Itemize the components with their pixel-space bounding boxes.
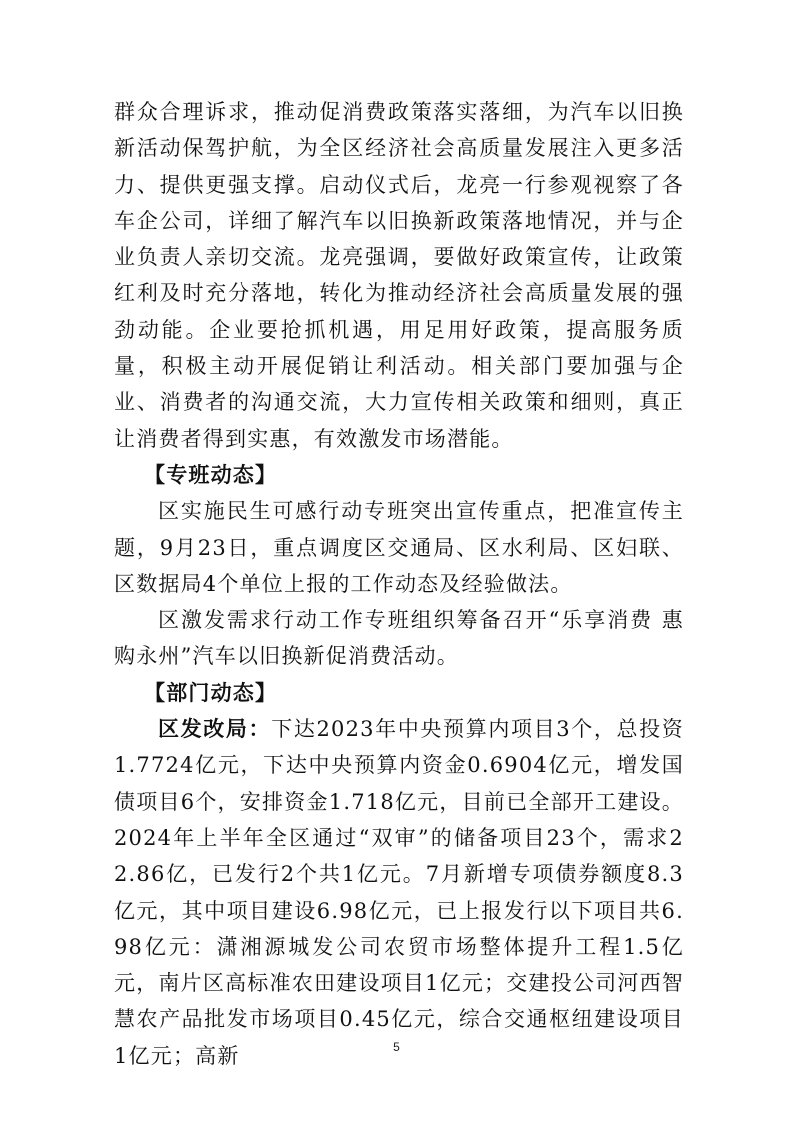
- paragraph-body-text: 下达2023年中央预算内项目3个，总投资1.7724亿元，下达中央预算内资金0.6904亿元，增发国债项目6个，安排资金1.718亿元，目前已全部开工建设。2024年上半年全区通过“双审”的储备项目23个，需求22.86亿，已发行2个共1亿元。7月新增专项债券额度8.3亿元，其中项目建设6.98亿元，已上报发行以下项目共6.98亿元：潇湘源城发公司农贸市场整体提升工程1.5亿元，南片区高标准农田建设项目1亿元；交建投公司河西智慧农产品批发市场项目0.45亿元，综合交通枢纽建设项目1亿元；高新: [114, 717, 684, 1068]
- section-heading-special-team: 【专班动态】: [144, 462, 278, 487]
- paragraph-special-team-2: 区激发需求行动工作专班组织筹备召开“乐享消费 惠购永州”汽车以旧换新促消费活动。: [114, 608, 684, 669]
- paragraph-continued: 群众合理诉求，推动促消费政策落实落细，为汽车以旧换新活动保驾护航，为全区经济社会高质量发展注入更多活力、提供更强支撑。启动仪式后，龙亮一行参观视察了各车企公司，详细了解汽车以旧换新政策落地情况，并与企业负责人亲切交流。龙亮强调，要做好政策宣传，让政策红利及时充分落地，转化为推动经济社会高质量发展的强劲动能。企业要抢抓机遇，用足用好政策，提高服务质量，积极主动开展促销让利活动。相关部门要加强与企业、消费者的沟通交流，大力宣传相关政策和细则，真正让消费者得到实惠，有效激发市场潜能。: [114, 100, 684, 451]
- paragraph-special-team-1: 区实施民生可感行动专班突出宣传重点，把准宣传主题，9月23日，重点调度区交通局、区水利局、区妇联、区数据局4个单位上报的工作动态及经验做法。: [114, 499, 684, 596]
- paragraph-development-reform-bureau: [114, 711, 684, 1074]
- paragraph-lead-label: 区发改局：: [158, 717, 272, 742]
- section-heading-departments: 【部门动态】: [144, 680, 278, 705]
- document-body: [114, 94, 684, 1074]
- page-number: 5: [393, 1040, 400, 1054]
